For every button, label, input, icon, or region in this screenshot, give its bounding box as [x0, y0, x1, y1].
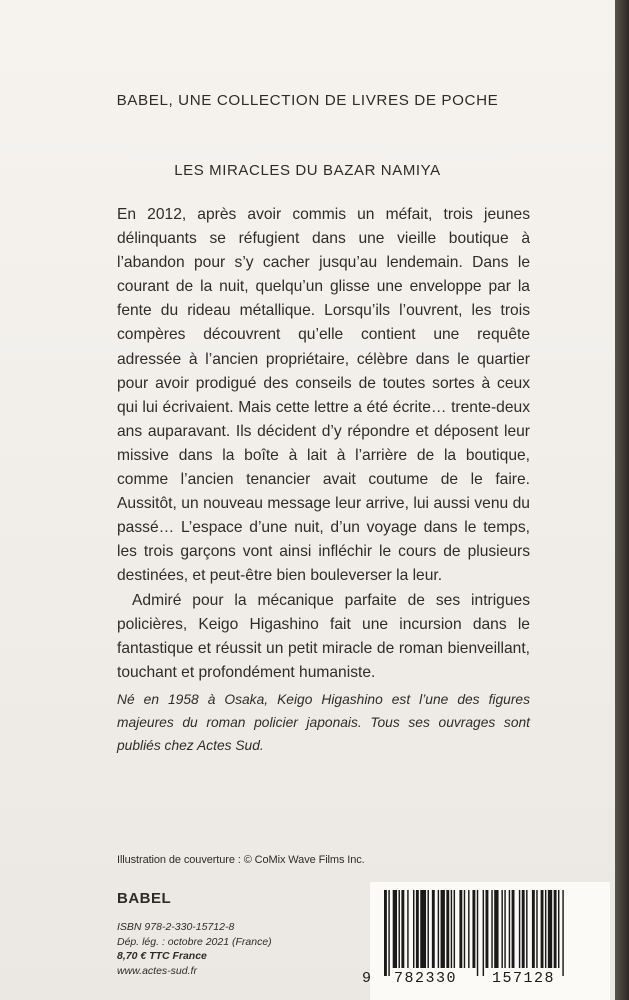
barcode-bar — [494, 890, 498, 968]
price: 8,70 € TTC France — [117, 950, 207, 962]
barcode-bar — [401, 890, 404, 968]
barcode-first-digit: 9 — [362, 970, 372, 987]
barcode-bar — [384, 890, 387, 976]
barcode-right-group: 157128 — [492, 970, 556, 987]
book-title: LES MIRACLES DU BAZAR NAMIYA — [174, 162, 441, 179]
depot-legal: Dép. lég. : octobre 2021 (France) — [117, 935, 272, 948]
barcode-bar — [388, 890, 389, 976]
barcode-bar — [454, 890, 455, 968]
barcode-bar — [477, 890, 478, 976]
barcode-bar — [545, 890, 546, 968]
barcode-bars — [380, 890, 600, 976]
barcode-bar — [393, 890, 397, 968]
barcode-bar — [562, 890, 563, 976]
barcode-bar — [438, 890, 439, 968]
barcode-bar — [432, 890, 435, 968]
barcode-bar — [472, 890, 475, 968]
website: www.actes-sud.fr — [117, 964, 197, 977]
barcode-bar — [526, 890, 527, 968]
barcode-bar — [501, 890, 502, 968]
barcode-bar — [486, 890, 489, 968]
book-metadata — [117, 920, 272, 978]
barcode-bar — [413, 890, 414, 968]
isbn: ISBN 978-2-330-15712-8 — [117, 921, 235, 933]
barcode-bar — [451, 890, 452, 968]
author-bio: Né en 1958 à Osaka, Keigo Higashino est l’une des figures majeures du roman policier japonais. Tous ses ouvrages sont publiés chez Actes Sud. — [117, 692, 530, 753]
barcode-bar — [464, 890, 465, 968]
barcode-bar — [532, 890, 535, 968]
barcode-bar — [428, 890, 429, 968]
barcode-bar — [446, 890, 449, 968]
barcode-bar — [504, 890, 505, 968]
barcode-bar — [536, 890, 537, 968]
series-heading: BABEL, UNE COLLECTION DE LIVRES DE POCHE — [116, 92, 499, 109]
barcode-bar — [416, 890, 419, 968]
barcode-bar — [554, 890, 557, 968]
barcode-left-group: 782330 — [394, 970, 458, 987]
barcode-bar — [522, 890, 525, 968]
blurb — [117, 203, 530, 685]
barcode-bar — [558, 890, 559, 968]
barcode-bar — [548, 890, 552, 968]
barcode-bar — [509, 890, 510, 968]
barcode-bar — [420, 890, 426, 968]
barcode-bar — [399, 890, 400, 968]
barcode-bar — [441, 890, 445, 968]
book-edge — [615, 0, 629, 1000]
blurb-paragraph-1: En 2012, après avoir commis un méfait, trois jeunes délinquants se réfugient dans une vieille boutique à l’abandon pour s’y cacher jusqu’au lendemain. Dans le courant de la nuit, quelqu’un glisse une enveloppe par la fente du rideau métallique. Lorsqu’ils l’ouvrent, les trois compères découvrent qu’elle contient une requête adressée à l’ancien propriétaire, célèbre dans le quartier pour avoir prodigué des conseils de toutes sortes à ceux qui lui écrivaient. Mais cette lettre a été écrite… trente-deux ans auparavant. Ils décident d’y répondre et déposent leur missive dans la boîte à lait à l’arrière de la boutique, comme l’ancien tenancier avait coutume de le faire. Aussitôt, un nouveau message leur arrive, lui aussi venu du passé… L’espace d’une nuit, d’un voyage dans le temps, les trois garçons vont ainsi infléchir le cours de plusieurs destinées, et peut-être bien bouleverser la leur. — [117, 206, 530, 585]
barcode-bar — [519, 890, 520, 968]
barcode-bar — [512, 890, 515, 968]
barcode — [362, 882, 610, 1000]
barcode-bar — [468, 890, 469, 968]
barcode-bar — [407, 890, 408, 968]
blurb-paragraph-2: Admiré pour la mécanique parfaite de ses intrigues policières, Keigo Higashino fait une incursion dans le fantastique et réussit un petit miracle de roman bienveillant, touchant et profondément humaniste. — [117, 591, 530, 681]
publisher-name: BABEL — [117, 890, 172, 907]
illustration-credit: Illustration de couverture : © CoMix Wave Films Inc. — [117, 854, 365, 866]
barcode-bar — [541, 890, 544, 968]
barcode-bar — [491, 890, 492, 968]
barcode-bar — [483, 890, 484, 976]
barcode-bar — [459, 890, 462, 968]
